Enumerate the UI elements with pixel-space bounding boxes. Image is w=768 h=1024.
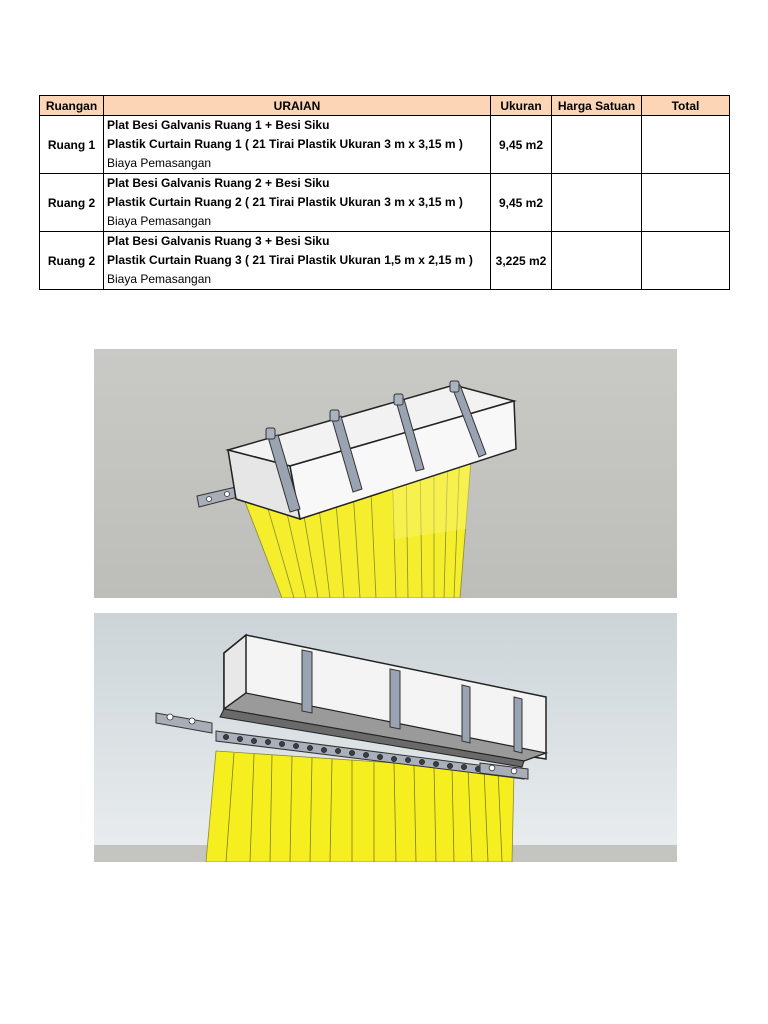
size-cell: 9,45 m2 [491, 116, 552, 174]
room-cell: Ruang 1 [40, 116, 104, 174]
table-row [40, 174, 730, 232]
item-line: Biaya Pemasangan [107, 272, 212, 286]
table-row [40, 116, 730, 174]
description-cell [104, 174, 491, 232]
item-line: Plat Besi Galvanis Ruang 2 + Besi Siku [107, 176, 330, 190]
header-ruangan: Ruangan [40, 96, 104, 116]
unit-price-cell [552, 116, 642, 174]
description-cell [104, 232, 491, 290]
table-header-row [40, 96, 730, 116]
size-cell: 3,225 m2 [491, 232, 552, 290]
header-uraian: URAIAN [104, 96, 491, 116]
total-cell [642, 174, 730, 232]
item-line: Plastik Curtain Ruang 1 ( 21 Tirai Plastik Ukuran 3 m x 3,15 m ) [107, 137, 463, 151]
unit-price-cell [552, 232, 642, 290]
curtain-rail-illustration-angled [94, 349, 677, 598]
room-cell: Ruang 2 [40, 174, 104, 232]
table-row [40, 232, 730, 290]
item-line: Plastik Curtain Ruang 2 ( 21 Tirai Plastik Ukuran 3 m x 3,15 m ) [107, 195, 463, 209]
header-harga-satuan: Harga Satuan [552, 96, 642, 116]
description-cell [104, 116, 491, 174]
item-line: Biaya Pemasangan [107, 156, 212, 170]
unit-price-cell [552, 174, 642, 232]
size-cell: 9,45 m2 [491, 174, 552, 232]
price-table [39, 95, 730, 290]
room-cell: Ruang 2 [40, 232, 104, 290]
total-cell [642, 232, 730, 290]
header-ukuran: Ukuran [491, 96, 552, 116]
item-line: Plat Besi Galvanis Ruang 3 + Besi Siku [107, 234, 330, 248]
curtain-rail-illustration-underside [94, 613, 677, 862]
item-line: Plat Besi Galvanis Ruang 1 + Besi Siku [107, 118, 330, 132]
item-line: Plastik Curtain Ruang 3 ( 21 Tirai Plastik Ukuran 1,5 m x 2,15 m ) [107, 253, 473, 267]
header-total: Total [642, 96, 730, 116]
item-line: Biaya Pemasangan [107, 214, 212, 228]
total-cell [642, 116, 730, 174]
